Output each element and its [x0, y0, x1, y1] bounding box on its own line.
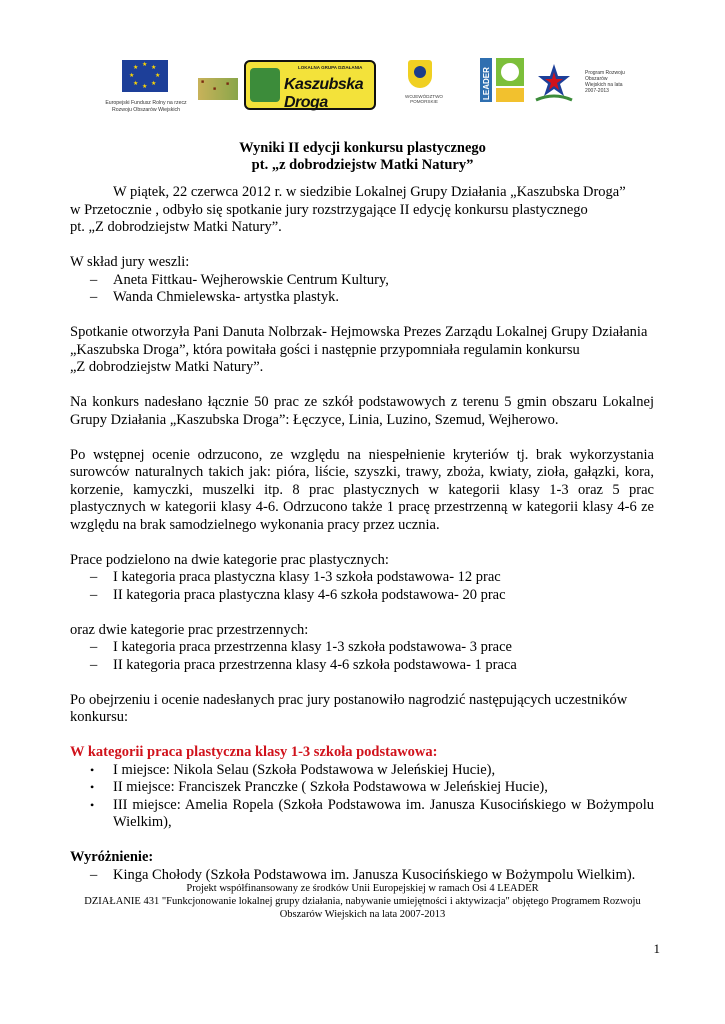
- winners-heading: W kategorii praca plastyczna klasy 1-3 szkoła podstawowa:: [70, 744, 438, 760]
- opening-line-2: „Kaszubska Droga”, która powitała gości i następnie przypomniała regulamin konkursu: [70, 341, 580, 358]
- winner-item: • II miejsce: Franciszek Pranczke ( Szkoła Podstawowa w Jeleńskiej Hucie),: [70, 779, 654, 797]
- pomorskie-caption: WOJEWÓDZTWO POMORSKIE: [404, 94, 444, 104]
- prow-caption: Program Rozwoju Obszarów Wiejskich na lata 2007-2013: [585, 70, 625, 94]
- kd-logo-subtitle: LOKALNA GRUPA DZIAŁANIA: [298, 65, 363, 70]
- logo-bar: [100, 50, 660, 120]
- rural-development-logo: [532, 62, 576, 106]
- distinction-item: – Kinga Chołody (Szkoła Podstawowa im. Janusza Kusocińskiego w Bożympolu Wielkim).: [70, 867, 654, 885]
- opening-line-3: „Z dobrodziejstw Matki Natury”.: [70, 359, 264, 375]
- leader-logo: [478, 54, 528, 106]
- intro-line-1: W piątek, 22 czerwca 2012 r. w siedzibie Lokalnej Grupy Działania „Kaszubska Droga”: [113, 184, 626, 200]
- page-number: 1: [653, 941, 660, 956]
- winner-item: • III miejsce: Amelia Ropela (Szkoła Podstawowa im. Janusza Kusocińskiego w Bożympolu Wielkim),: [70, 797, 654, 832]
- plastic-categories-heading: Prace podzielono na dwie kategorie prac plastycznych:: [70, 551, 389, 568]
- category-item: – I kategoria praca plastyczna klasy 1-3 szkoła podstawowa- 12 prac: [70, 569, 654, 587]
- submissions-paragraph: Na konkurs nadesłano łącznie 50 prac ze szkół podstawowych z terenu 5 gmin obszaru Lokalnej Grupy Działania „Kaszubska Droga”: Łęczyce, Linia, Luzino, Szemud, Wejherowo.: [70, 394, 654, 428]
- decision-paragraph: Po obejrzeniu i ocenie nadesłanych prac jury postanowiło nagrodzić następujących uczestników konkursu:: [70, 691, 628, 725]
- distinction-heading: Wyróżnienie:: [70, 849, 154, 865]
- kd-emblem-icon: [250, 68, 280, 102]
- title-line-1: Wyniki II edycji konkursu plastycznego: [239, 140, 486, 156]
- footer-line-2: DZIAŁANIE 431 "Funkcjonowanie lokalnej grupy działania, nabywanie umiejętności i aktywizacja" objętego Programem Rozwoju: [84, 896, 641, 907]
- footer-line-1: Projekt współfinansowany ze środków Unii Europejskiej w ramach Osi 4 LEADER: [186, 883, 539, 894]
- leader-small-logo: ■ ■ ■: [198, 78, 238, 100]
- jury-member: – Aneta Fittkau- Wejherowskie Centrum Kultury,: [70, 272, 654, 290]
- eu-flag-icon: ★ ★ ★ ★ ★ ★ ★ ★: [122, 60, 168, 92]
- kd-logo-title: Kaszubska Droga: [284, 76, 364, 111]
- opening-line-1: Spotkanie otworzyła Pani Danuta Nolbrzak- Hejmowska Prezes Zarządu Lokalnej Grupy Działania: [70, 324, 648, 340]
- footer-line-3: Obszarów Wiejskich na lata 2007-2013: [279, 909, 446, 920]
- jury-heading: W skład jury weszli:: [70, 254, 190, 270]
- jury-member: – Wanda Chmielewska- artystka plastyk.: [70, 289, 654, 307]
- plastic-categories-list: [70, 569, 654, 604]
- pomorskie-crest-icon: [408, 60, 432, 88]
- spatial-categories-heading: oraz dwie kategorie prac przestrzennych:: [70, 621, 309, 638]
- rejection-paragraph: Po wstępnej ocenie odrzucono, ze względu na niespełnienie kryteriów tj. brak wykorzystania surowców naturalnych takich jak: pióra, liście, szyszki, trawy, zboża, kwiaty, zioła, gałązki, kora, korzenie, kamyczki, muszelki itp. 8 prac plastycznych w kategorii klasy 1-3 oraz 5 prac plastycznych w kategorii klasy 4-6. Odrzucono także 1 pracę przestrzenną w kategorii klasy 4-6 ze względu na brak samodzielnego wykonania pracy przez ucznia.: [70, 446, 654, 533]
- spatial-categories-list: [70, 639, 654, 674]
- winners-list: [70, 762, 654, 832]
- page-footer: [40, 882, 685, 921]
- category-item: – II kategoria praca przestrzenna klasy 4-6 szkoła podstawowa- 1 praca: [70, 657, 654, 675]
- category-item: – II kategoria praca plastyczna klasy 4-6 szkoła podstawowa- 20 prac: [70, 587, 654, 605]
- document-body: [70, 184, 654, 884]
- leader-logo-text: LEADER: [482, 67, 491, 100]
- kaszubska-droga-logo: [244, 60, 376, 110]
- intro-line-3: pt. „Z dobrodziejstw Matki Natury”.: [70, 219, 282, 235]
- jury-list: [70, 272, 654, 307]
- eu-fund-caption: Europejski Fundusz Rolny na rzecz Rozwoju Obszarów Wiejskich: [105, 100, 187, 113]
- intro-line-2: w Przetocznie , odbyło się spotkanie jury rozstrzygające II edycję konkursu plastycznego: [70, 201, 588, 218]
- winner-item: • I miejsce: Nikola Selau (Szkoła Podstawowa w Jeleńskiej Hucie),: [70, 762, 654, 780]
- title-line-2: pt. „z dobrodziejstw Matki Natury”: [251, 157, 474, 173]
- document-title: [0, 140, 725, 174]
- category-item: – I kategoria praca przestrzenna klasy 1-3 szkoła podstawowa- 3 prace: [70, 639, 654, 657]
